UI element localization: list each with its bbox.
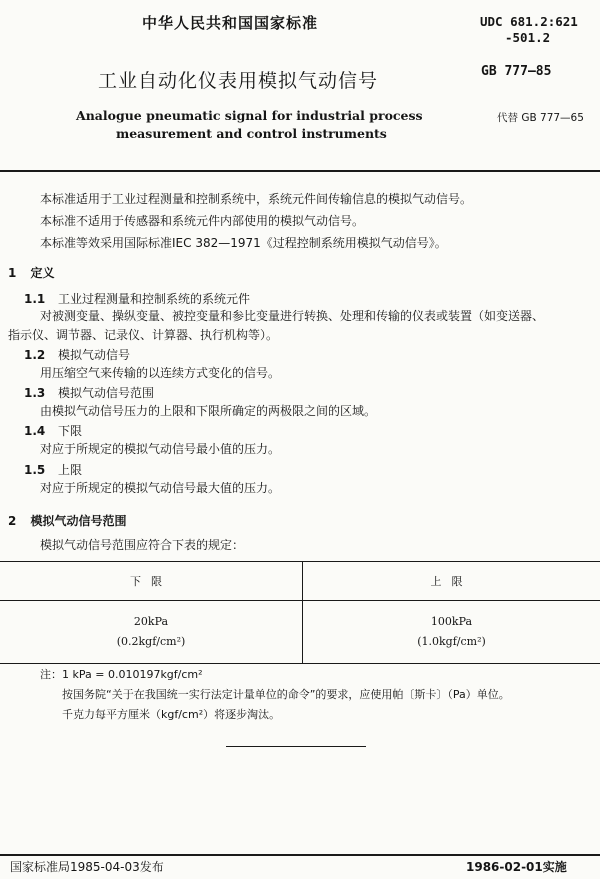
section-number: 2: [8, 514, 17, 528]
subsection-1-5-heading: 1.5 上限: [24, 463, 83, 477]
section-title: 模拟气动信号范围: [30, 514, 127, 528]
note-line-1: 注：1 kPa = 0.010197kgf/cm²: [40, 668, 203, 681]
subsection-1-2-body: 用压缩空气来传输的以连续方式变化的信号。: [40, 366, 281, 380]
effective-date: 1986-02-01实施: [466, 860, 567, 874]
gb-number: GB 777—85: [481, 64, 552, 79]
section-1-heading: [8, 264, 55, 281]
table-header-upper-limit: 上限: [303, 562, 600, 601]
subsection-1-5-body: 对应于所规定的模拟气动信号最大值的压力。: [40, 481, 281, 495]
header-divider: [0, 170, 600, 172]
udc-code-line-1: UDC 681.2:621: [480, 14, 578, 29]
issue-date: 国家标准局1985-04-03发布: [10, 860, 164, 874]
table-header-lower-limit: 下限: [0, 562, 303, 601]
note-line-3: 千克力每平方厘米（kgf/cm²）将逐步淘汰。: [62, 708, 281, 721]
intro-paragraph-2: 本标准不适用于传感器和系统元件内部使用的模拟气动信号。: [40, 214, 365, 228]
subsection-1-2-heading: 1.2 模拟气动信号: [24, 348, 131, 362]
end-mark-line: [226, 746, 366, 747]
signal-range-table: [0, 561, 600, 664]
document-title-cn: 工业自动化仪表用模拟气动信号: [98, 70, 379, 92]
table-cell-lower-limit: 20kPa (0.2kgf/cm²): [0, 601, 303, 664]
section-2-heading: [8, 512, 127, 529]
subsection-1-4-body: 对应于所规定的模拟气动信号最小值的压力。: [40, 442, 281, 456]
udc-code-line-2: -501.2: [505, 30, 551, 45]
subsection-1-3-body: 由模拟气动信号压力的上限和下限所确定的两极限之间的区域。: [40, 404, 377, 418]
subsection-1-3-heading: 1.3 模拟气动信号范围: [24, 386, 155, 400]
table-row: [0, 601, 600, 664]
section-title: 定义: [30, 266, 55, 280]
intro-paragraph-1: 本标准适用于工业过程测量和控制系统中，系统元件间传输信息的模拟气动信号。: [40, 192, 473, 206]
table-header-row: [0, 562, 600, 601]
intro-paragraph-3: 本标准等效采用国际标准IEC 382—1971《过程控制系统用模拟气动信号》。: [40, 236, 447, 250]
subsection-1-1-body-line-1: 对被测变量、操纵变量、被控变量和参比变量进行转换、处理和传输的仪表或装置（如变送器、: [40, 309, 545, 323]
footer-divider: [0, 854, 600, 856]
subsection-1-1-body-line-2: 指示仪、调节器、记录仪、计算器、执行机构等）。: [8, 328, 279, 342]
note-line-2: 按国务院“关于在我国统一实行法定计量单位的命令”的要求，应使用帕〔斯卡〕（Pa）单位。: [62, 688, 510, 701]
section-2-lead: 模拟气动信号范围应符合下表的规定：: [40, 538, 245, 552]
document-title-en-line-2: measurement and control instruments: [116, 126, 387, 141]
subsection-1-4-heading: 1.4 下限: [24, 424, 83, 438]
subsection-1-1-heading: 1.1 工业过程测量和控制系统的系统元件: [24, 292, 251, 306]
standard-org-title: 中华人民共和国国家标准: [142, 14, 319, 32]
section-number: 1: [8, 266, 17, 280]
document-title-en-line-1: Analogue pneumatic signal for industrial process: [76, 108, 423, 123]
table-cell-upper-limit: 100kPa (1.0kgf/cm²): [303, 601, 600, 664]
replaces-standard: 代替 GB 777—65: [497, 112, 584, 124]
